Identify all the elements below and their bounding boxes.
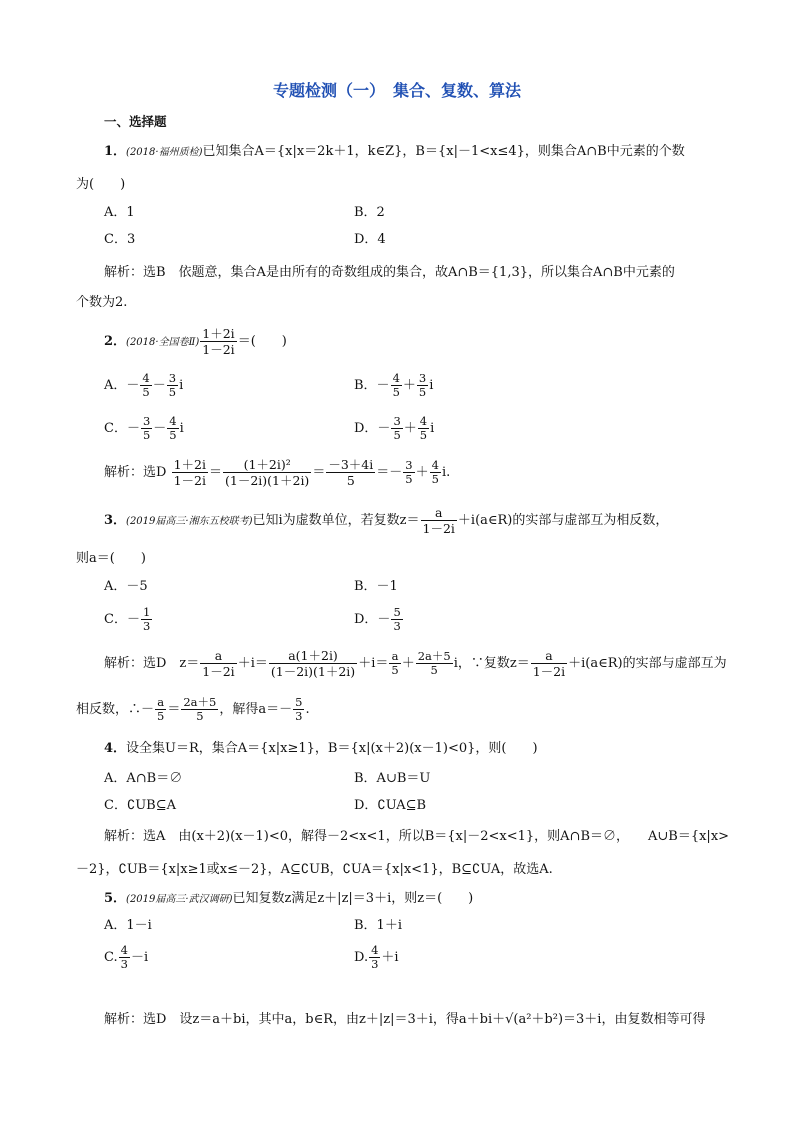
section-heading: 一、选择题 bbox=[104, 114, 167, 129]
q4-stem: 4．设全集U＝R，集合A＝{x|x≥1}，B＝{x|(x＋2)(x－1)<0}，则( ) bbox=[104, 741, 538, 756]
q5-option-a: A．1－i bbox=[104, 918, 152, 933]
q1-stem: 1．(2018·福州质检)已知集合A＝{x|x＝2k＋1，k∈Z}，B＝{x|－1<x≤4}，则集合A∩B中元素的个数 bbox=[104, 144, 685, 159]
q3-solution-cont: 相反数，∴－ $\frac{a}{5}$ ＝ $\frac{2a+5}{5}$ ，解得a＝－ $\frac{5}{3}$ . bbox=[76, 695, 310, 723]
q5-option-b: B．1＋i bbox=[354, 918, 402, 933]
q1-option-d: D．4 bbox=[354, 232, 386, 247]
q1-solution: 解析：选B 依题意，集合A是由所有的奇数组成的集合，故A∩B＝{1,3}，所以集合A∩B中元素的 bbox=[104, 265, 675, 280]
q4-option-b: B．A∪B＝U bbox=[354, 771, 431, 786]
q1-option-a: A．1 bbox=[104, 205, 135, 220]
q2-option-a: A．－ $\frac{4}{5}$ － $\frac{3}{5}$ i bbox=[104, 371, 184, 399]
q2-stem: 2．(2018·全国卷Ⅱ) $\frac{1+2i}{1-2i}$ ＝( ) bbox=[104, 326, 287, 357]
q3-option-d: D．－ $\frac{5}{3}$ bbox=[354, 605, 401, 633]
q3-option-c: C．－ $\frac{1}{3}$ bbox=[104, 605, 151, 633]
q3-stem-cont: 则a＝( ) bbox=[76, 551, 146, 566]
q1-stem-cont: 为( ) bbox=[76, 177, 126, 192]
q3-solution: 解析：选D z＝ $\frac{a}{1-2i}$ ＋i＝ $\frac{a(1+2i)}{(1-2i)(1+2i)}$ ＋i＝ $\frac{a}{5}$ ＋ $\frac{2a+5}{5}$ i，∵复数z＝ $\frac{a}{1-2i}$ ＋i(a∈R)的实部与虚部互为 bbox=[104, 648, 727, 679]
q4-solution: 解析：选A 由(x＋2)(x－1)<0，解得－2<x<1，所以B＝{x|－2<x<1}，则A∩B＝∅， bbox=[104, 829, 630, 844]
page-title: 专题检测（一） 集合、复数、算法 bbox=[272, 81, 521, 100]
q5-stem: 5．(2019届高三·武汉调研)已知复数z满足z＋|z|＝3＋i，则z＝( ) bbox=[104, 891, 474, 906]
q4-option-d: D．∁UA⊆B bbox=[354, 798, 427, 813]
q5-source: (2019届高三·武汉调研) bbox=[126, 894, 233, 905]
q2-fraction: $\frac{1+2i}{1-2i}$ bbox=[202, 326, 235, 357]
q2-option-d: D．－ $\frac{3}{5}$ ＋ $\frac{4}{5}$ i bbox=[354, 414, 435, 442]
q5-option-d: D. $\frac{4}{3}$ ＋i bbox=[354, 943, 399, 971]
q4-option-c: C．∁UB⊆A bbox=[104, 798, 177, 813]
q2-option-b: B．－ $\frac{4}{5}$ ＋ $\frac{3}{5}$ i bbox=[354, 371, 434, 399]
q1-option-b: B．2 bbox=[354, 205, 385, 220]
q2-solution: 解析：选D $\frac{1+2i}{1-2i}$ ＝ $\frac{\text{(1＋2i)²}}{(1-2i)(1+2i)}$ ＝ $\frac{-3+4i}{5}$ ＝－ $\frac{3}{5}$ ＋ $\frac{4}{5}$ i. bbox=[104, 457, 451, 488]
q3-option-b: B．－1 bbox=[354, 579, 398, 594]
q5-option-c: C. $\frac{4}{3}$ －i bbox=[104, 943, 149, 971]
q4-solution-cont: －2}，∁UB＝{x|x≥1或x≤－2}，A⊆∁UB，∁UA＝{x|x<1}，B⊆∁UA，故选A. bbox=[76, 862, 553, 877]
q4-solution-tail: A∪B＝{x|x> bbox=[648, 829, 730, 844]
q2-source: (2018·全国卷Ⅱ) bbox=[126, 337, 200, 348]
q4-option-a: A．A∩B＝∅ bbox=[104, 771, 183, 786]
q5-solution: 解析：选D 设z＝a＋bi，其中a，b∈R，由z＋|z|＝3＋i，得a＋bi＋√(a²＋b²)＝3＋i，由复数相等可得 bbox=[104, 1012, 706, 1027]
q3-option-a: A．－5 bbox=[104, 579, 148, 594]
q3-stem: 3．(2019届高三·湘东五校联考)已知i为虚数单位，若复数z＝ $\frac{a}{1-2i}$ ＋i(a∈R)的实部与虚部互为相反数， bbox=[104, 505, 669, 536]
q3-source: (2019届高三·湘东五校联考) bbox=[126, 516, 253, 527]
q2-option-c: C．－ $\frac{3}{5}$ － $\frac{4}{5}$ i bbox=[104, 414, 184, 442]
q1-source: (2018·福州质检) bbox=[126, 147, 203, 158]
q1-option-c: C．3 bbox=[104, 232, 136, 247]
q1-solution-cont: 个数为2. bbox=[76, 295, 128, 310]
